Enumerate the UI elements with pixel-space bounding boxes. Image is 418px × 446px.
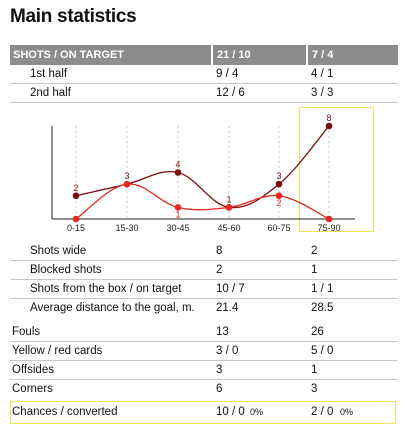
series-0-line [76,126,329,208]
header-team2-value: 7 / 4 [312,49,334,61]
stat-label: Chances / converted [12,406,118,418]
team2-value: 4 / 1 [311,68,334,80]
team1-value: 8 [216,245,223,257]
stat-row-shots-from-box [10,280,398,299]
point-label-series-1-60-75: 2 [276,197,282,208]
team2-value: 2 [311,245,318,257]
team2-value: 1 / 1 [311,283,334,295]
point-label-series-1-30-45: 1 [175,209,181,220]
point-label-series-0-75-90: 8 [326,113,332,123]
team2-value: 5 / 0 [311,345,334,357]
point-label-series-0-45-60: 1 [226,194,232,205]
header-team1-value: 21 / 10 [217,49,251,61]
series-0-point-75-90 [326,123,333,130]
shots-timeline-chart [10,104,398,240]
series-1-point-75-90 [326,216,333,223]
x-tick-label-75-90: 75-90 [317,223,341,233]
team1-value: 10 / 7 [216,283,245,295]
stat-row-average-distance [10,299,398,318]
team2-value: 3 [311,383,318,395]
stat-label: Corners [12,383,53,395]
stat-label: 1st half [30,68,68,80]
x-tick-label-0-15: 0-15 [66,223,86,233]
stat-row-2nd-half [10,84,398,103]
team1-value: 21.4 [216,302,239,314]
team2-value: 26 [311,326,324,338]
stat-row-offsides [10,361,398,380]
stat-row-blocked-shots [10,261,398,280]
stat-row-cards [10,342,398,361]
stat-label: Average distance to the goal, m. [30,302,195,314]
x-tick-label-45-60: 45-60 [217,223,241,233]
point-label-series-0-15-30: 3 [124,171,130,182]
row-divider [10,102,398,103]
team2-value: 1 [311,364,318,376]
stat-row-1st-half [10,65,398,84]
team1-value: 6 [216,383,223,395]
header-divider [211,45,213,65]
x-tick-label-15-30: 15-30 [115,223,139,233]
header-label: SHOTS / ON TARGET [13,49,125,61]
stat-row-chances [10,403,398,422]
shots-header-row [10,45,398,65]
x-tick-label-30-45: 30-45 [166,223,190,233]
team2-value: 3 / 3 [311,87,334,99]
series-0-point-0-15 [73,192,80,199]
point-label-series-0-30-45: 4 [175,159,181,170]
team1-value: 3 [216,364,223,376]
stat-row-fouls [10,323,398,342]
x-tick-label-60-75: 60-75 [267,223,291,233]
series-1-point-15-30 [124,181,131,188]
page-title: Main statistics [10,6,137,27]
stat-label: Yellow / red cards [12,345,103,357]
stat-label: Shots wide [30,245,87,257]
team1-percent: 0% [250,407,264,417]
team2-percent: 0% [340,407,354,417]
stat-label: Offsides [12,364,54,376]
stat-label: 2nd half [30,87,71,99]
team2-value: 2 / 0 [311,406,334,418]
team2-value: 1 [311,264,318,276]
stat-label: Shots from the box / on target [30,283,182,295]
team1-value: 3 / 0 [216,345,239,357]
stat-row-shots-wide [10,242,398,261]
stat-label: Blocked shots [30,264,102,276]
team1-value: 12 / 6 [216,87,245,99]
header-divider [306,45,308,65]
stat-label: Fouls [12,326,41,338]
team1-value: 13 [216,326,229,338]
stat-row-corners [10,380,398,399]
team1-value: 9 / 4 [216,68,239,80]
chart-svg [10,104,398,240]
series-1-point-45-60 [226,204,233,211]
team1-value: 2 [216,264,223,276]
point-label-series-0-0-15: 2 [73,182,79,193]
point-label-series-0-60-75: 3 [276,171,282,182]
team1-value: 10 / 0 [216,406,245,418]
series-1-point-0-15 [73,216,80,223]
series-0-point-60-75 [276,181,283,188]
team2-value: 28.5 [311,302,334,314]
series-0-point-30-45 [175,169,182,176]
